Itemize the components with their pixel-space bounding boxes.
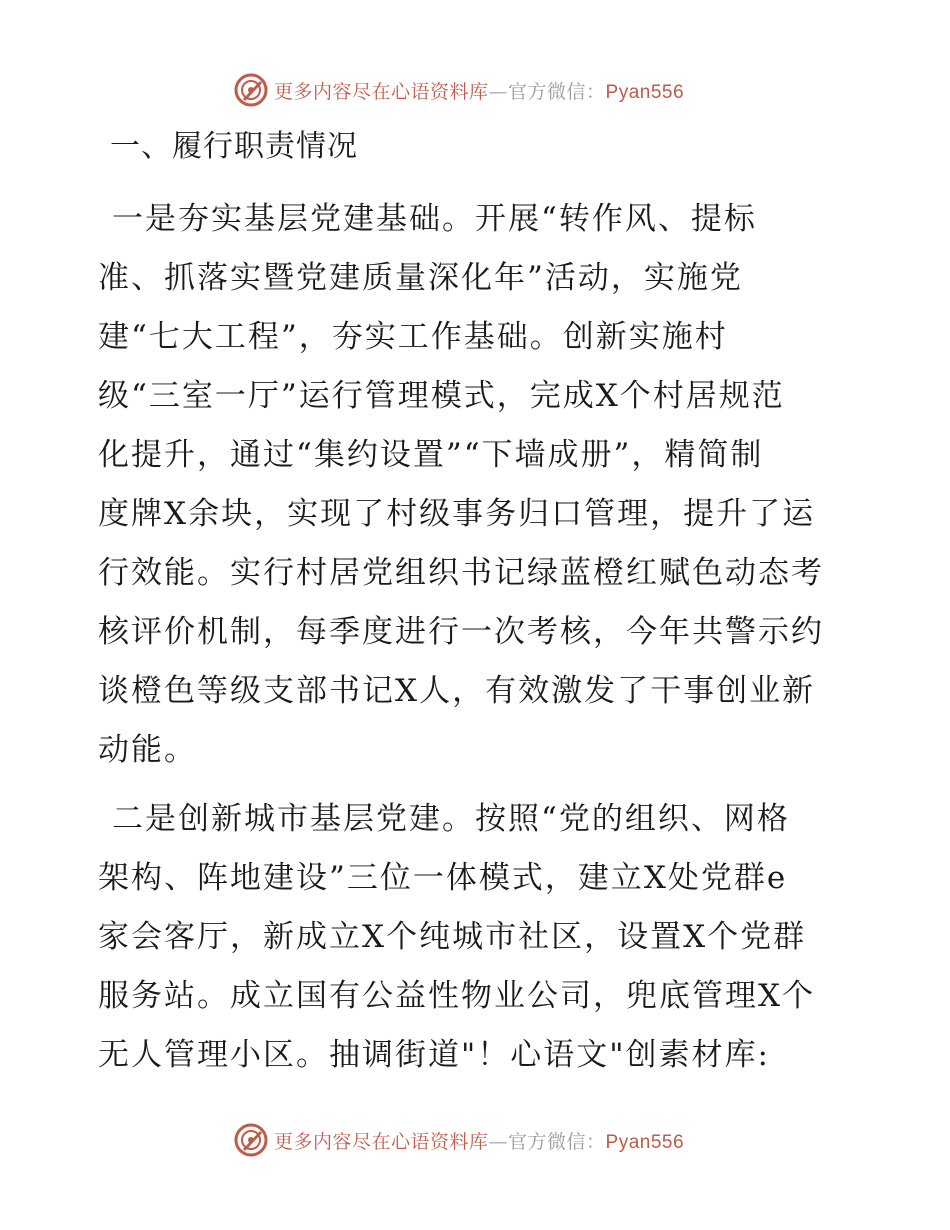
paragraph-line: 家会客厅，新成立X个纯城市社区，设置X个党群: [98, 919, 807, 955]
paragraph-line: 服务站。成立国有公益性物业公司，兜底管理X个: [98, 978, 816, 1014]
paragraph-line: 建“七大工程”，夯实工作基础。创新实施村: [98, 319, 728, 355]
paragraph-line: 行效能。实行村居党组织书记绿蓝橙红赋色动态考: [98, 555, 824, 591]
paragraph-1: [98, 190, 824, 780]
brand-logo-icon: [234, 1123, 268, 1157]
watermark-handle: Pyan556: [605, 81, 685, 103]
watermark-label: 官方微信：: [508, 80, 606, 103]
paragraph-line: 度牌X余块，实现了村级事务归口管理，提升了运: [98, 496, 816, 532]
paragraph-line: 一是夯实基层党建基础。开展“转作风、提标: [112, 201, 757, 237]
paragraph-line: 动能。: [98, 732, 197, 768]
paragraph-line: 化提升，通过“集约设置”“下墙成册”，精简制: [98, 437, 764, 473]
paragraph-2: [98, 790, 815, 1085]
watermark-brand: 更多内容尽在心语资料库: [274, 1130, 489, 1153]
footer-watermark: [234, 1120, 684, 1160]
paragraph-line: 核评价机制，每季度进行一次考核，今年共警示约: [98, 614, 824, 650]
section-heading: 一、履行职责情况: [110, 129, 358, 164]
paragraph-line: 二是创新城市基层党建。按照“党的组织、网格: [112, 801, 790, 837]
paragraph-line: 无人管理小区。抽调街道"！心语文"创素材库:: [98, 1037, 770, 1073]
watermark-separator: —: [488, 1130, 509, 1153]
header-watermark: [234, 70, 684, 110]
paragraph-line: 准、抓落实暨党建质量深化年”活动，实施党: [98, 260, 743, 296]
watermark-label: 官方微信：: [508, 1130, 606, 1153]
watermark-separator: —: [488, 80, 509, 103]
paragraph-line: 谈橙色等级支部书记X人，有效激发了干事创业新: [98, 673, 816, 709]
watermark-handle: Pyan556: [605, 1131, 685, 1153]
paragraph-line: 架构、阵地建设”三位一体模式，建立X处党群e: [98, 860, 788, 896]
brand-logo-icon: [234, 73, 268, 107]
watermark-brand: 更多内容尽在心语资料库: [274, 80, 489, 103]
paragraph-line: 级“三室一厅”运行管理模式，完成X个村居规范: [98, 378, 785, 414]
